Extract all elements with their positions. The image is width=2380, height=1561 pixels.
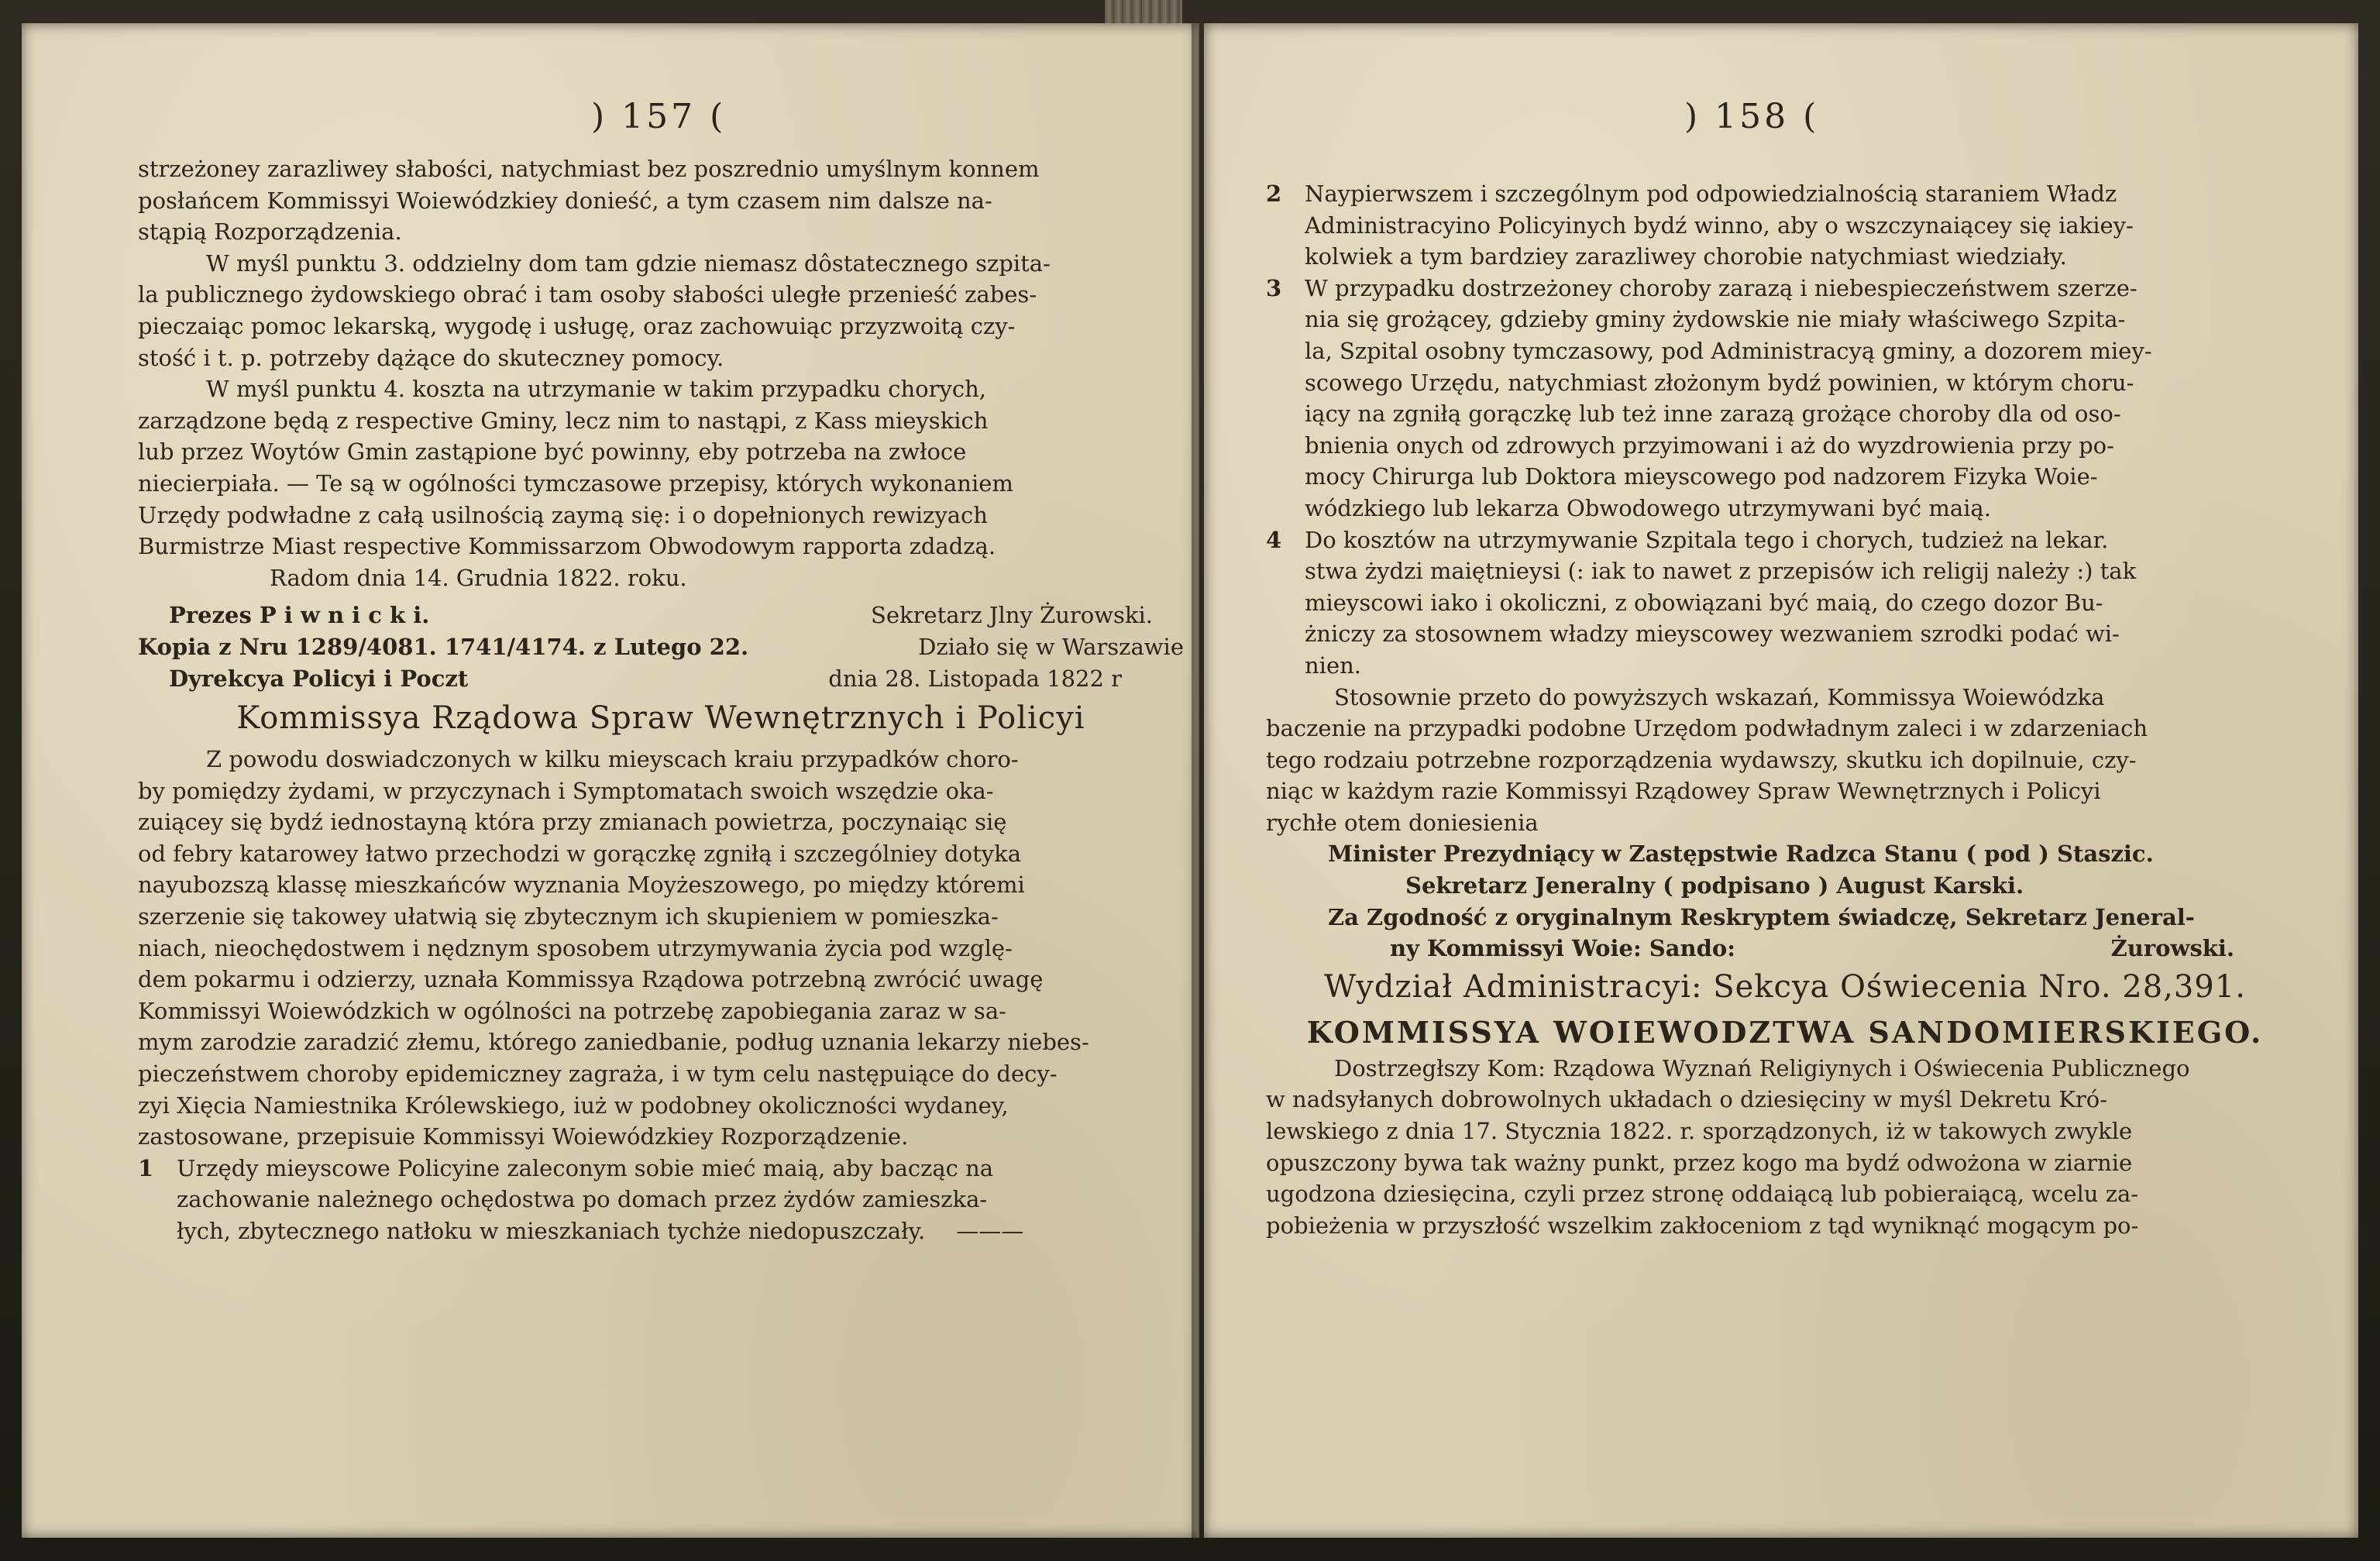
text-line: stąpią Rozporządzenia. (138, 218, 402, 246)
paragraph-6 (1266, 1053, 2304, 1242)
text-line: niecierpiała. — Te są w ogólności tymczasowe przepisy, których wykonaniem (138, 469, 1013, 497)
text-line: niach, nieochędostwem i nędznym sposobem utrzymywania życia pod wzglę- (138, 934, 1013, 961)
kopia-row (138, 631, 1184, 663)
text-line: rychłe otem doniesienia (1266, 809, 1539, 836)
text-line: iący na zgniłą gorączkę lub też inne zarazą grożące choroby dla od oso- (1305, 401, 2121, 428)
left-page (22, 23, 1199, 1538)
text-line (177, 1215, 1184, 1247)
text-line: Dostrzegłszy Kom: Rządowa Wyznań Religiynych i Oświecenia Publicznego (1334, 1054, 2190, 1081)
text-line: baczenie na przypadki podobne Urzędom podwładnym zaleci i w zdarzeniach (1266, 715, 2148, 742)
item-body (1305, 178, 2304, 273)
text-line: Urzędy mieyscowe Policyine zaleconym sobie mieć maią, aby bacząc na (177, 1154, 994, 1181)
text-line: Do kosztów na utrzymywanie Szpitala tego i chorych, tudzież na lekar. (1305, 526, 2109, 553)
minister-line: Minister Prezydniący w Zastępstwie Radzca Stanu ( pod ) Staszic. (1328, 841, 2154, 868)
text-line: W przypadku dostrzeżoney choroby zarazą i niebespieczeństwem szerze- (1305, 274, 2138, 301)
prezes-signature: Prezes P i w n i c k i. (169, 602, 430, 629)
text-line: stość i t. p. potrzeby dążące do skuteczney pomocy. (138, 344, 724, 371)
text-line: scowego Urzędu, natychmiast złożonym bydź powinien, w którym choru- (1305, 369, 2134, 396)
text-line: mocy Chirurga lub Doktora mieyscowego pod nadzorem Fizyka Woie- (1305, 463, 2098, 490)
dyrekcya-line: Dyrekcya Policyi i Poczt (169, 665, 469, 692)
zurowski-signature: Żurowski. (2110, 935, 2234, 962)
trailing-dash: ——— (956, 1218, 1024, 1244)
text-line: lub przez Woytów Gmin zastąpione być powinny, eby potrzeba na zwłoce (138, 438, 967, 466)
text-line: zastosowane, przepisuie Kommissyi Woiewódzkiey Rozporządzenie. (138, 1123, 909, 1150)
paragraph-3 (138, 373, 1184, 562)
text-line: pieczaiąc pomoc lekarską, wygodę i usługę, oraz zachowuiąc przyzwoitą czy- (138, 312, 1016, 339)
text-line: Kommissyi Woiewódzkich w ogólności na potrzebę zapobiegania zaraz w sa- (138, 997, 1006, 1024)
wydzial-heading: Wydział Administracyi: Sekcya Oświecenia Nro. 28,391. (1324, 968, 2246, 1005)
sekretarz-signature: Sekretarz Jlny Żurowski. (870, 602, 1153, 629)
text-line: zarządzone będą z respective Gminy, lecz nim to nastąpi, z Kass mieyskich (138, 407, 989, 434)
text-line: mym zarodzie zaradzić złemu, którego zaniedbanie, podług uznania lekarzy niebes- (138, 1029, 1089, 1056)
page-number-left: ) 157 ( (591, 97, 727, 136)
item-body (1305, 273, 2304, 524)
numbered-item-4 (1266, 524, 2304, 682)
paragraph-4 (138, 744, 1184, 1153)
text-line: la publicznego żydowskiego obrać i tam osoby słabości uległe przenieść zabes- (138, 281, 1037, 308)
item-body (177, 1153, 1184, 1247)
text-line: zuiącey się bydź iednostayną która przy zmianach powietrza, poczynaiąc się (138, 809, 1007, 836)
numbered-item-2 (1266, 178, 2304, 273)
kommissya-heading: KOMMISSYA WOIEWODZTWA SANDOMIERSKIEGO. (1306, 1014, 2264, 1050)
text-line: by pomiędzy żydami, w przyczynach i Symptomatach swoich wszędzie oka- (138, 777, 994, 804)
komisyi-row (1266, 933, 2304, 964)
text-line: opuszczony bywa tak ważny punkt, przez kogo ma bydź odwożona w ziarnie (1266, 1149, 2133, 1176)
date-line: Radom dnia 14. Grudnia 1822. roku. (270, 564, 687, 591)
text-line: od febry katarowey łatwo przechodzi w gorączkę zgniłą i szczególniey dotyka (138, 840, 1021, 867)
text-line: Burmistrze Miast respective Kommissarzom Obwodowym rapporta zdadzą. (138, 533, 996, 560)
text-line: zyi Xięcia Namiestnika Królewskiego, iuż w podobney okoliczności wydaney, (138, 1092, 1009, 1119)
text-line: zachowanie należnego ochędostwa po domach przez żydów zamieszka- (177, 1186, 988, 1213)
text-line: tego rodzaiu potrzebne rozporządzenia wydawszy, skutku ich dopilnuie, czy- (1266, 746, 2137, 773)
text-line: niąc w każdym razie Kommissyi Rządowey Spraw Wewnętrznych i Policyi (1266, 778, 2101, 805)
text-line: nia się grożącey, gdzieby gminy żydowskie nie miały właściwego Szpita- (1305, 306, 2126, 333)
page-number-right: ) 158 ( (1684, 97, 1820, 136)
text-line: kolwiek a tym bardziey zarazliwey chorobie natychmiast wiedziały. (1305, 243, 2067, 270)
numbered-item-1 (138, 1153, 1184, 1247)
section-heading: Kommissya Rządowa Spraw Wewnętrznych i Policyi (236, 700, 1085, 737)
text-line: posłańcem Kommissyi Woiewódzkiey donieść, a tym czasem nim dalsze na- (138, 187, 992, 214)
text-line: w nadsyłanych dobrowolnych układach o dziesięciny w myśl Dekretu Kró- (1266, 1086, 2108, 1113)
text-line: Z powodu doswiadczonych w kilku mieyscach kraiu przypadków choro- (206, 746, 1019, 773)
text-line: ugodzona dziesięcina, czyli przez stronę oddaiącą lub pobieraiącą, wcelu za- (1266, 1181, 2139, 1208)
zgodnosc-line: Za Zgodność z oryginalnym Reskryptem świadczę, Sekretarz Jeneral- (1328, 903, 2195, 930)
paragraph-5 (1266, 682, 2304, 839)
komisyi-line: ny Kommissyi Woie: Sando: (1390, 935, 1735, 962)
text-line: Naypierwszem i szczególnym pod odpowiedzialnością staraniem Władz (1305, 181, 2117, 207)
left-page-text (138, 153, 1184, 1247)
text-line: bnienia onych od zdrowych przyimowani i aż do wyzdrowienia przy po- (1305, 432, 2114, 459)
text-line: nien. (1305, 652, 1362, 679)
text-line: Administracyino Policyinych bydź winno, aby o wszczynaiącey się iakiey- (1305, 211, 2134, 239)
numbered-item-3 (1266, 273, 2304, 524)
text-line: stwa żydzi maiętnieysi (: iak to nawet z przepisów ich religij należy :) tak (1305, 558, 2137, 585)
right-page (1204, 23, 2358, 1538)
item-body (1305, 524, 2304, 682)
text-line: dem pokarmu i odzierzy, uznała Kommissya Rządowa potrzebną zwrócić uwagę (138, 966, 1044, 993)
dzialo-line: Działo się w Warszawie (918, 633, 1184, 660)
text-line: mieyscowi iako i okoliczni, z obowiązani być maią, do czego dozor Bu- (1305, 589, 2103, 616)
item-number: 2 (1266, 181, 1282, 207)
text-line: żniczy za stosownem władzy mieyscowey wezwaniem szrodki podać wi- (1305, 621, 2120, 648)
kopia-line: Kopia z Nru 1289/4081. 1741/4174. z Lutego 22. (138, 633, 749, 660)
text-line: Stosownie przeto do powyższych wskazań, Kommissya Woiewódzka (1334, 683, 2105, 710)
text-line: Urzędy podwładne z całą usilnością zaymą się: i o dopełnionych rewizyach (138, 501, 988, 528)
right-page-text (1266, 178, 2304, 1241)
item-number: 1 (138, 1154, 154, 1181)
text-line: lewskiego z dnia 17. Stycznia 1822. r. sporządzonych, iż w takowych zwykle (1266, 1118, 2133, 1145)
text-line: wódzkiego lub lekarza Obwodowego utrzymywani być maią. (1305, 494, 1991, 521)
paragraph-1 (138, 153, 1184, 248)
text-line: pobieżenia w przyszłość wszelkim zakłoceniom z tąd wyniknąć mogącym po- (1266, 1212, 2139, 1239)
text-line: W myśl punktu 4. koszta na utrzymanie w takim przypadku chorych, (206, 376, 987, 403)
text-line: strzeżoney zarazliwey słabości, natychmiast bez poszrednio umyślnym konnem (138, 156, 1040, 182)
text-line: W myśl punktu 3. oddzielny dom tam gdzie niemasz dôstatecznego szpita- (206, 249, 1051, 277)
sekretarz-jeneralny-line: Sekretarz Jeneralny ( podpisano ) August Karski. (1405, 872, 2024, 899)
item-number: 4 (1266, 526, 1282, 553)
paragraph-2 (138, 248, 1184, 373)
text-line: nayubozszą klassę mieszkańców wyznania Moyżeszowego, po między któremi (138, 872, 1025, 899)
text-segment: łych, zbytecznego natłoku w mieszkaniach tychże niedopuszczały. (177, 1218, 926, 1244)
dyrekcya-row (138, 663, 1184, 695)
signature-row (138, 600, 1184, 631)
item-number: 3 (1266, 274, 1282, 301)
text-line: pieczeństwem choroby epidemiczney zagraża, i w tym celu następuiące do decy- (138, 1061, 1058, 1088)
dnia-line: dnia 28. Listopada 1822 r (828, 665, 1122, 692)
text-line: la, Szpital osobny tymczasowy, pod Administracyą gminy, a dozorem miey- (1305, 337, 2152, 364)
text-line: szerzenie się takowey ułatwią się zbytecznym ich skupieniem w pomieszka- (138, 903, 999, 930)
